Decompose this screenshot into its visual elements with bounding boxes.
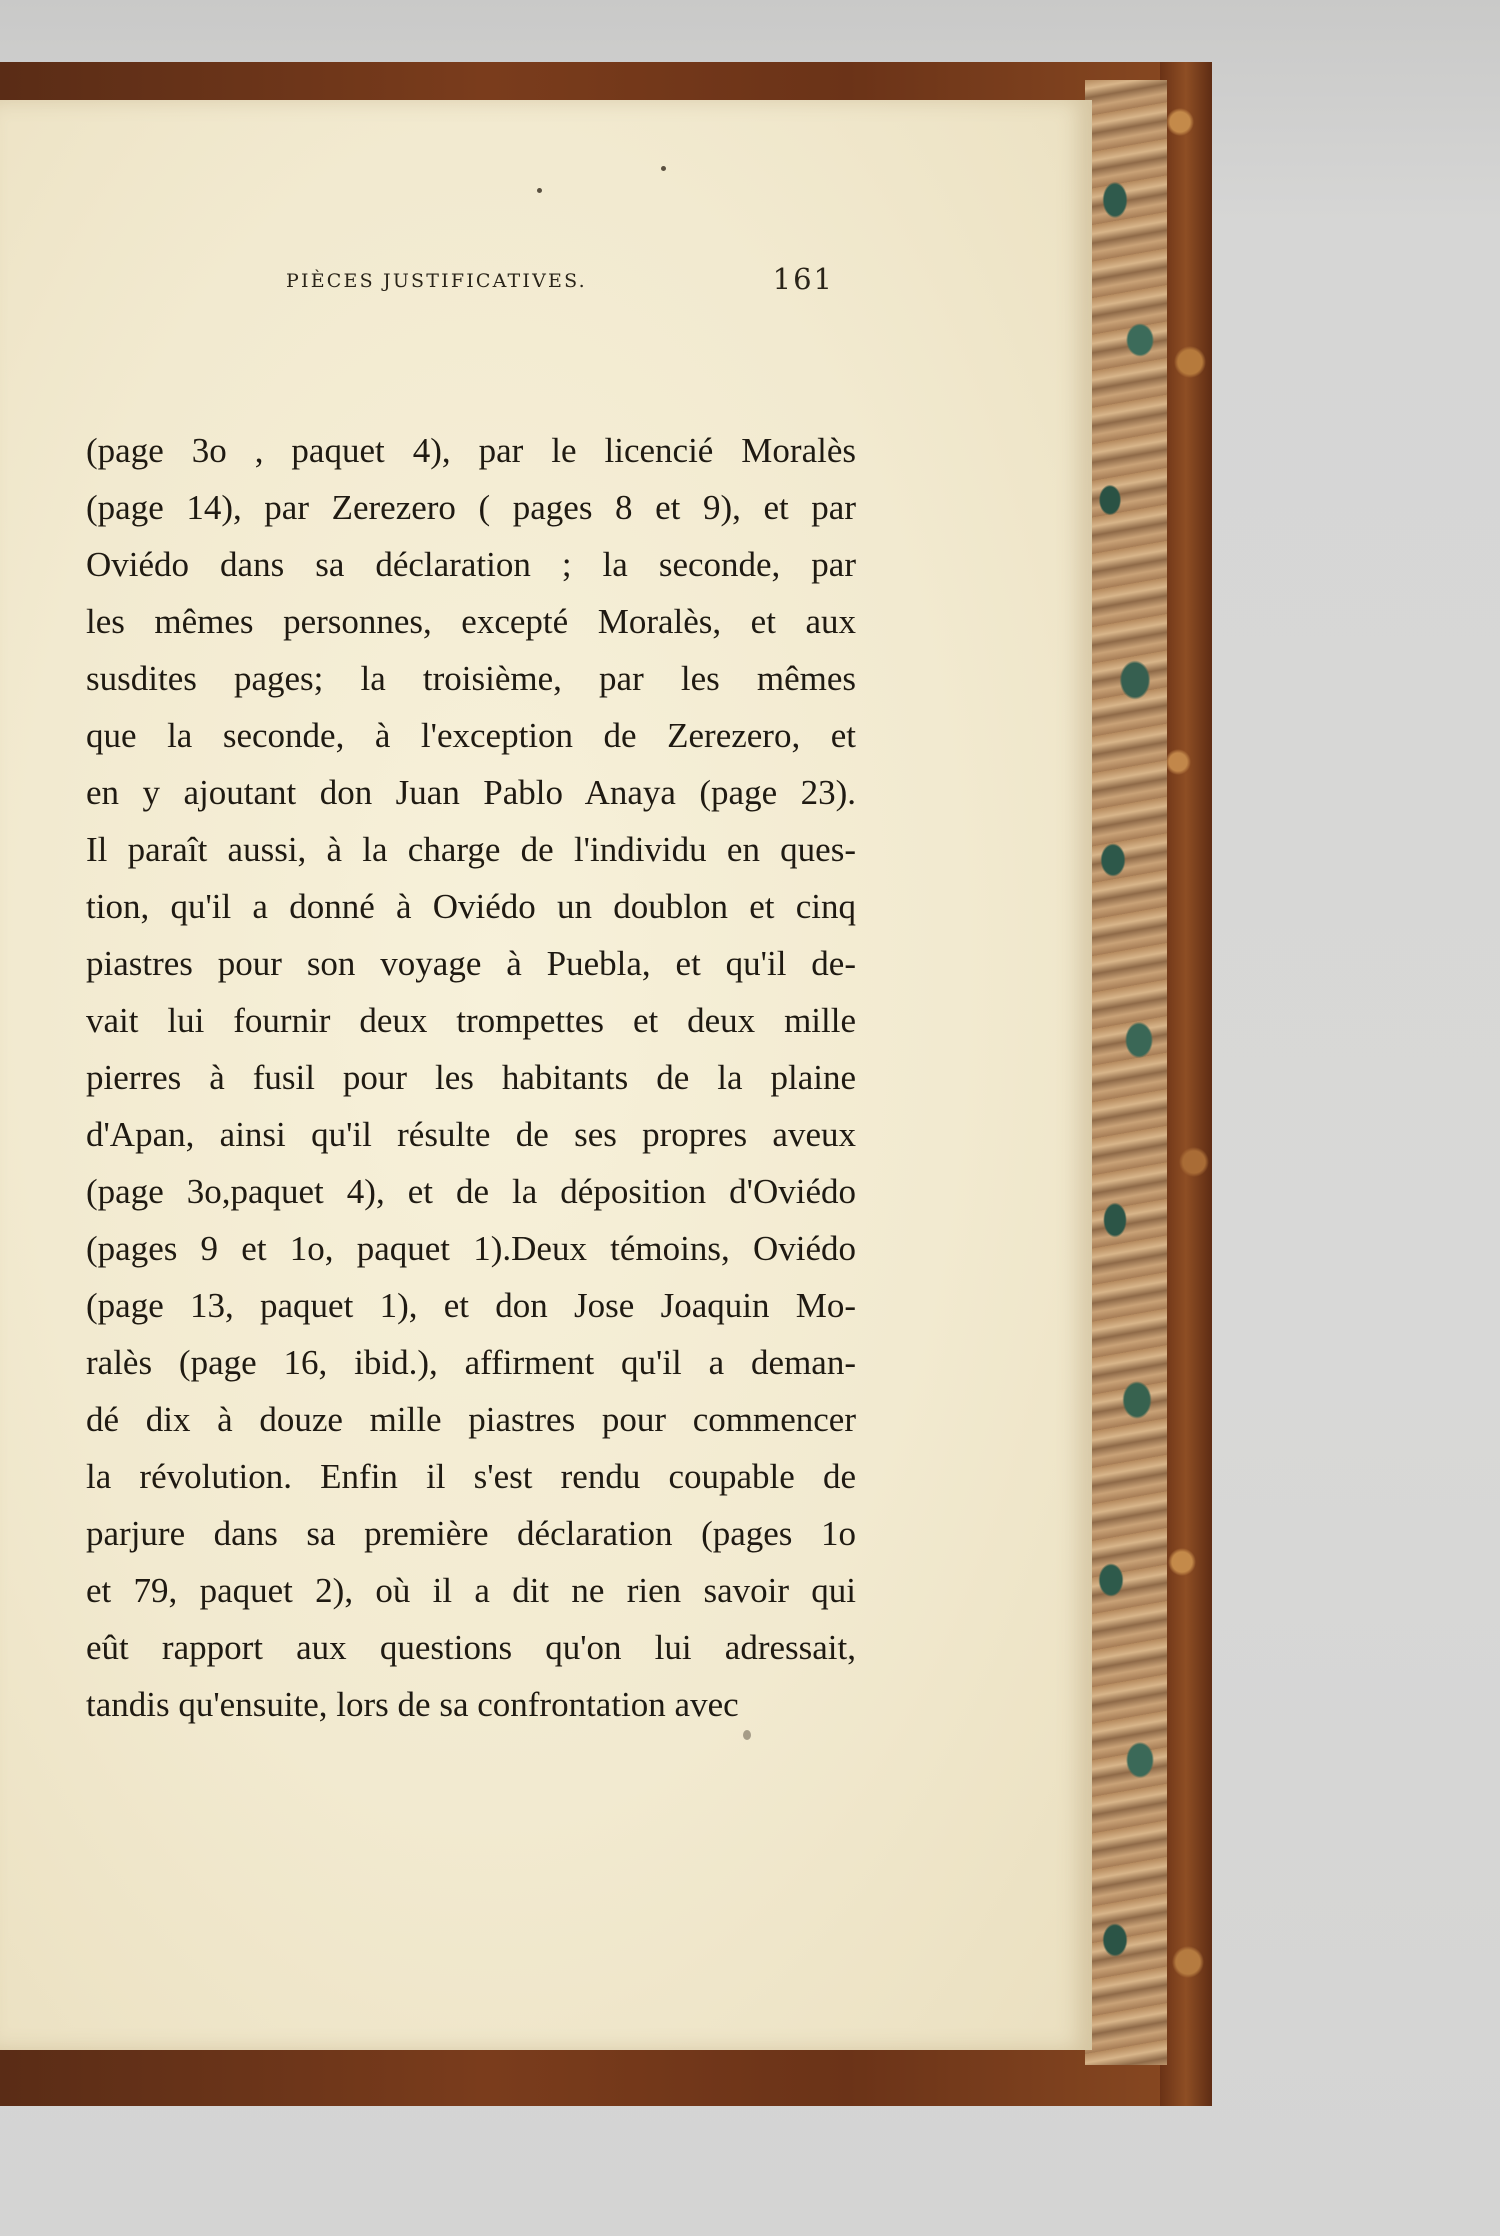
text-line: (page 3o , paquet 4), par le licencié Moralès [86,431,856,470]
running-head [286,262,834,302]
ink-speck [537,188,542,193]
text-line: piastres pour son voyage à Puebla, et qu'il de- [86,944,856,983]
text-line: (page 13, paquet 1), et don Jose Joaquin Mo- [86,1286,856,1325]
running-title: PIÈCES JUSTIFICATIVES. [286,270,587,292]
book-cover-edge [1160,62,1212,2106]
text-line: eût rapport aux questions qu'on lui adressait, [86,1628,856,1667]
text-line: les mêmes personnes, excepté Moralès, et aux [86,602,856,641]
text-line: Il paraît aussi, à la charge de l'individu en ques- [86,830,856,869]
text-line: et 79, paquet 2), où il a dit ne rien savoir qui [86,1571,856,1610]
text-line: (page 14), par Zerezero ( pages 8 et 9), et par [86,488,856,527]
text-line: Oviédo dans sa déclaration ; la seconde, par [86,545,856,584]
text-line: vait lui fournir deux trompettes et deux mille [86,1001,856,1040]
text-line: parjure dans sa première déclaration (pages 1o [86,1514,856,1553]
text-line: tion, qu'il a donné à Oviédo un doublon et cinq [86,887,856,926]
text-line: tandis qu'ensuite, lors de sa confrontation avec [86,1685,739,1724]
text-line: ralès (page 16, ibid.), affirment qu'il a deman- [86,1343,856,1382]
text-line: dé dix à douze mille piastres pour commencer [86,1400,856,1439]
ink-speck [661,166,666,171]
text-line: que la seconde, à l'exception de Zerezero, et [86,716,856,755]
text-line: d'Apan, ainsi qu'il résulte de ses propres aveux [86,1115,856,1154]
marbled-endpaper [1085,80,1167,2065]
text-line: susdites pages; la troisième, par les mêmes [86,659,856,698]
text-line: pierres à fusil pour les habitants de la plaine [86,1058,856,1097]
text-line: en y ajoutant don Juan Pablo Anaya (page 23). [86,773,856,812]
text-line: la révolution. Enfin il s'est rendu coupable de [86,1457,856,1496]
text-line: (page 3o,paquet 4), et de la déposition d'Oviédo [86,1172,856,1211]
text-line: (pages 9 et 1o, paquet 1).Deux témoins, Oviédo [86,1229,856,1268]
page-number: 161 [772,262,834,296]
